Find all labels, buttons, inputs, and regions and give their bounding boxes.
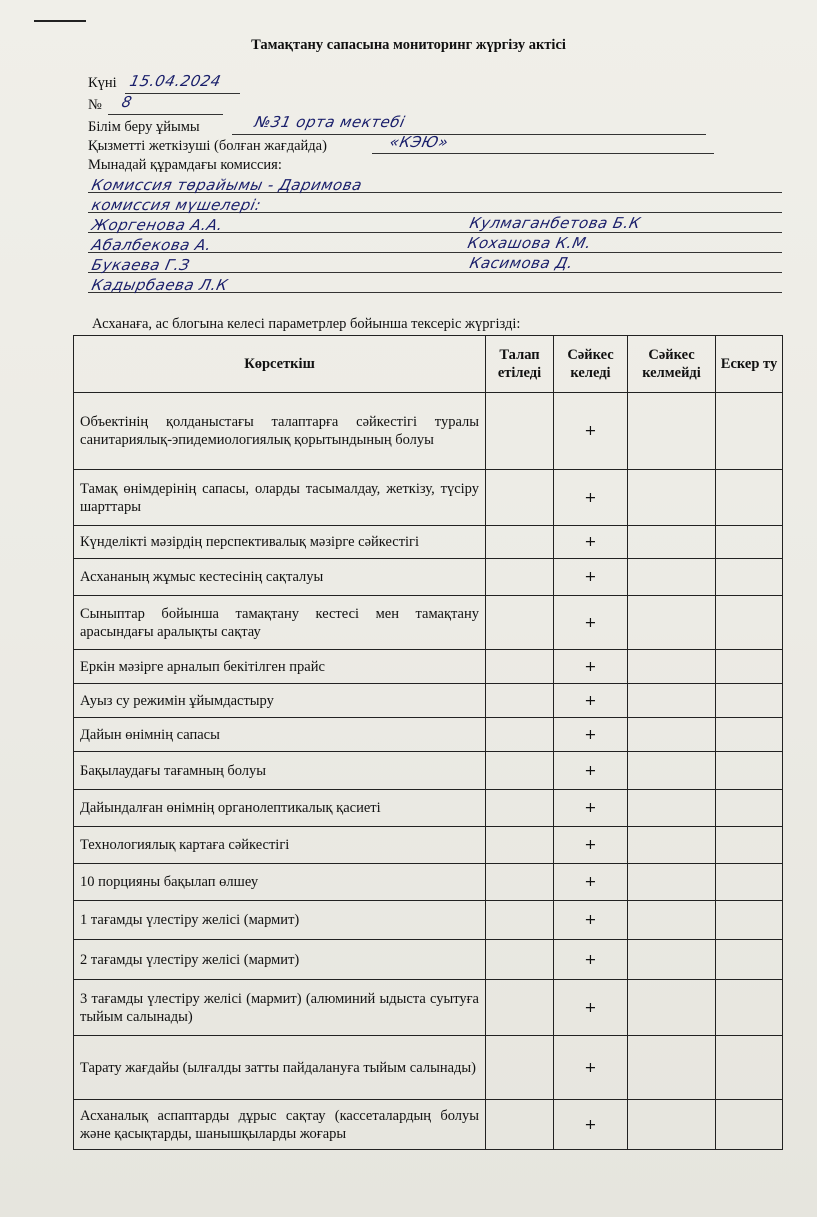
commission-member: Кадырбаева Л.К: [90, 276, 230, 294]
compliant-mark: +: [554, 864, 628, 901]
row-indicator: 2 тағамды үлестіру желісі (мармит): [74, 940, 486, 980]
school-label: Білім беру ұйымы: [88, 119, 200, 135]
compliant-mark: +: [554, 596, 628, 650]
table-row: [74, 901, 783, 940]
table-row: [74, 940, 783, 980]
compliant-mark: +: [554, 526, 628, 559]
row-indicator: Күнделікті мәзірдің перспективалық мәзірге сәйкестігі: [74, 526, 486, 559]
row-indicator: 3 тағамды үлестіру желісі (мармит) (алюминий ыдыста суытуға тыйым салынады): [74, 980, 486, 1036]
table-row: [74, 980, 783, 1036]
supplier-value: «КЭЮ»: [388, 133, 451, 151]
header-indicator: Көрсеткіш: [74, 336, 486, 393]
commission-chair: Комиссия төрайымы - Даримова: [90, 176, 364, 194]
intro-text: Асханаға, ас блогына келесі параметрлер бойынша тексеріс жүргізді:: [92, 316, 521, 332]
header-noncompliant: Сәйкес келмейді: [628, 336, 716, 393]
commission-member: Букаева Г.З: [90, 256, 192, 274]
commission-member: Кулмаганбетова Б.К: [468, 214, 643, 232]
commission-member: Абалбекова А.: [90, 236, 214, 254]
compliant-mark: +: [554, 901, 628, 940]
table-row: [74, 526, 783, 559]
row-indicator: Ауыз су режимін ұйымдастыру: [74, 684, 486, 718]
compliant-mark: +: [554, 980, 628, 1036]
table-row: [74, 470, 783, 526]
row-indicator: Тамақ өнімдерінің сапасы, оларды тасымалдау, жеткізу, түсіру шарттары: [74, 470, 486, 526]
compliant-mark: +: [554, 827, 628, 864]
table-row: [74, 827, 783, 864]
compliant-mark: +: [554, 1036, 628, 1100]
number-line: [108, 114, 223, 115]
row-indicator: Асханалық аспаптарды дұрыс сақтау (кассеталардың болуы және қасықтарды, шанышқыларды жоғары: [74, 1100, 486, 1150]
compliant-mark: +: [554, 684, 628, 718]
number-label: №: [88, 97, 102, 113]
row-indicator: 1 тағамды үлестіру желісі (мармит): [74, 901, 486, 940]
row-indicator: Асхананың жұмыс кестесінің сақталуы: [74, 559, 486, 596]
compliant-mark: +: [554, 650, 628, 684]
row-indicator: 10 порцияны бақылап өлшеу: [74, 864, 486, 901]
compliant-mark: +: [554, 752, 628, 790]
table-row: [74, 650, 783, 684]
table-row: [74, 1100, 783, 1150]
commission-member: Кохашова К.М.: [466, 234, 594, 252]
table-header-row: [74, 336, 783, 393]
compliant-mark: +: [554, 718, 628, 752]
date-line: [125, 93, 240, 94]
table-row: [74, 684, 783, 718]
row-indicator: Бақылаудағы тағамның болуы: [74, 752, 486, 790]
supplier-line: [372, 153, 714, 154]
number-value: 8: [120, 93, 134, 111]
table-row: [74, 752, 783, 790]
table-row: [74, 596, 783, 650]
commission-member: Жоргенова А.А.: [90, 216, 225, 234]
compliant-mark: +: [554, 790, 628, 827]
row-indicator: Дайын өнімнің сапасы: [74, 718, 486, 752]
top-rule: [34, 20, 86, 22]
row-indicator: Тарату жағдайы (ылғалды затты пайдалануға тыйым салынады): [74, 1036, 486, 1100]
supplier-label: Қызметті жеткізуші (болған жағдайда): [88, 138, 327, 154]
row-indicator: Дайындалған өнімнің органолептикалық қасиеті: [74, 790, 486, 827]
date-value: 15.04.2024: [128, 72, 223, 90]
row-indicator: Еркін мәзірге арналып бекітілген прайс: [74, 650, 486, 684]
commission-members-label: комиссия мүшелері:: [90, 196, 263, 214]
compliant-mark: +: [554, 559, 628, 596]
header-required: Талап етіледі: [486, 336, 554, 393]
school-line: [232, 134, 706, 135]
commission-label: Мынадай құрамдағы комиссия:: [88, 157, 282, 173]
commission-member: Касимова Д.: [468, 254, 576, 272]
table-row: [74, 1036, 783, 1100]
compliant-mark: +: [554, 1100, 628, 1150]
row-indicator: Технологиялық картаға сәйкестігі: [74, 827, 486, 864]
table-row: [74, 718, 783, 752]
table-row: [74, 559, 783, 596]
school-value: №31 орта мектебі: [253, 113, 407, 131]
compliant-mark: +: [554, 393, 628, 470]
compliant-mark: +: [554, 470, 628, 526]
inspection-table: [73, 335, 783, 1150]
row-indicator: Сыныптар бойынша тамақтану кестесі мен тамақтану арасындағы аралықты сақтау: [74, 596, 486, 650]
header-note: Ескер ту: [716, 336, 783, 393]
date-label: Күні: [88, 75, 117, 91]
table-row: [74, 864, 783, 901]
document-title: Тамақтану сапасына мониторинг жүргізу актісі: [251, 37, 566, 53]
header-compliant: Сәйкес келеді: [554, 336, 628, 393]
table-row: [74, 393, 783, 470]
row-indicator: Объектінің қолданыстағы талаптарға сәйкестігі туралы санитариялық-эпидемиологиялық қорытындының болуы: [74, 393, 486, 470]
table-row: [74, 790, 783, 827]
commission-line-5: [88, 272, 782, 273]
compliant-mark: +: [554, 940, 628, 980]
